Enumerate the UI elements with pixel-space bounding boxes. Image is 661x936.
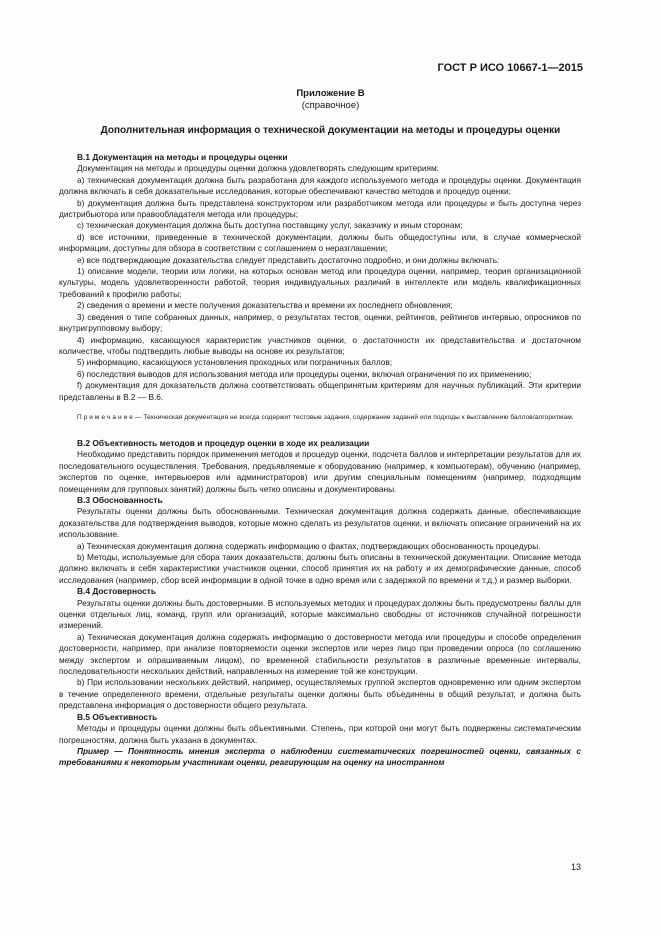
paragraph: f) документация для доказательств должна соответствовать общепринятым критериям для научных публикаций. Эти критерии представлены в В.2 — В.6.	[59, 380, 581, 402]
note: П р и м е ч а н и е — Техническая документация не всегда содержит тестовые задания, содержание заданий или подходы к выставлению баллов/алгоритмам.	[77, 413, 574, 421]
paragraph: 3) сведения о типе собранных данных, например, о результатах тестов, оценки, рейтингов, рейтингов интервью, опросников по внутригрупповому выбору;	[59, 311, 581, 334]
paragraph: Необходимо представить порядок применения методов и процедур оценки, подсчета баллов и интерпретации результатов для их последовательного осуществления. Требования, предъявляемые к оборудованию (например, к компьютерам), обучению (например, экспертов по оценке, интервьюеров или администраторов) или другим специальным помещениям (например, подходящим помещениям для групповых занятий) должны быть четко описаны и документированы.	[59, 449, 581, 494]
section-heading-b3: В.3 Обоснованность	[77, 494, 163, 505]
main-title: Дополнительная информация о технической документации на методы и процедуры оценки	[100, 125, 561, 136]
section-heading-b4: В.4 Достоверность	[77, 586, 156, 597]
document-body	[59, 152, 581, 769]
paragraph: 4) информацию, касающуюся характеристик участников оценки, о достаточности их представительства и достаточном количестве, чтобы подтвердить любые выводы на основе их результатов;	[59, 334, 581, 356]
appendix-heading	[0, 88, 661, 112]
paragraph: b) документация должна быть представлена конструктором или разработчиком метода или процедуры и быть доступна через дистрибьютора или правообладателя метода или процедуры;	[59, 197, 581, 220]
paragraph: Документация на методы и процедуры оценки должна удовлетворять следующим критериям:	[77, 163, 439, 174]
appendix-subtitle: (справочное)	[301, 100, 360, 111]
paragraph: 5) информацию, касающуюся установления проходных или пограничных баллов;	[77, 357, 393, 368]
paragraph: d) все источники, приведенные в технической документации, должны быть общедоступны или, в случае коммерческой информации, доступны для обзора в соответствии с соглашением о неразглашении;	[59, 231, 581, 254]
paragraph: Результаты оценки должны быть обоснованными. Техническая документация должна содержать данные, обеспечивающие доказательства для подтверждения выводов, которые можно сделать из результатов оценки, и включать описание ограничений на их использование.	[59, 506, 581, 540]
page-number: 13	[570, 862, 581, 872]
paragraph: 2) сведения о времени и месте получения доказательства и времени их последнего обновления;	[77, 300, 453, 311]
paragraph: c) техническая документация должна быть доступна поставщику услуг, заказчику и иным сторонам;	[77, 220, 463, 231]
paragraph: Методы и процедуры оценки должны быть объективными. Степень, при которой они могут быть подвержены систематическим погрешностям, должна быть указана в документах.	[59, 723, 581, 745]
paragraph: a) техническая документация должна быть разработана для каждого используемого метода и процедуры оценки. Документация должна включать в себя доказательные исследования, которые обеспечивают качество методов и процедур оценки;	[59, 174, 581, 197]
paragraph: Результаты оценки должны быть достоверными. В используемых методах и процедурах должны быть предусмотрены баллы для оценки отдельных лиц, команд, групп или организаций, которые максимально свободны от источников случайной погрешности измерений.	[59, 597, 581, 631]
paragraph: a) Техническая документация должна содержать информацию о фактах, подтверждающих обоснованность процедуры.	[77, 540, 541, 551]
paragraph: a) Техническая документация должна содержать информацию о достоверности метода или процедуры и способе определения достоверности, например, при анализе повторяемости оценки экспертов или через лицо при проведении опроса (по соглашению между экспертом и опрашиваемым лицом), по временной стабильности результатов в различные временные интервалы, последовательности нескольких действий, направленных на измерение той же конструкции.	[59, 631, 581, 677]
example-paragraph: Пример — Понятность мнения эксперта о наблюдении систематических погрешностей оценки, связанных с требованиями к некоторым участникам оценки, реагирующим на оценку на иностранном	[59, 745, 581, 768]
section-heading-b5: В.5 Объективность	[77, 711, 158, 722]
paragraph: b) При использовании нескольких действий, например, осуществляемых группой экспертов одновременно или одним экспертом в течение определенного времени, отдельные результаты оценки должны быть объединены в общий результат, и должна быть представлена информация о достоверности общего результата.	[59, 677, 581, 711]
standard-number: ГОСТ Р ИСО 10667-1—2015	[437, 62, 583, 74]
paragraph: b) Методы, используемые для сбора таких доказательств, должны быть описаны в технической документации. Описание метода должно включать в себя характеристики участников оценки, способ принятия их на работу и их демографические данные, способ исследования (например, сбор всей информации в одной точке в одно время или с задержкой по времени и т.д.) и размер выборки.	[59, 552, 581, 585]
appendix-title: Приложение В	[296, 88, 365, 99]
section-heading-b2: В.2 Объективность методов и процедур оценки в ходе их реализации	[77, 437, 370, 448]
section-heading-b1: В.1 Документация на методы и процедуры оценки	[77, 152, 288, 162]
paragraph: 1) описание модели, теории или логики, на которых основан метод или процедура оценки, например, теория организационной культуры, модель удовлетворенности работой, теория индивидуальных различий в интеллекте или модель квалификационных требований к профилю работы;	[59, 266, 581, 299]
paragraph: 6) последствия выводов для использования метода или процедуры оценки, включая ограничения по их применению;	[77, 368, 532, 379]
paragraph: e) все подтверждающие доказательства следует представить достаточно подробно, и они должны включать:	[77, 254, 500, 265]
